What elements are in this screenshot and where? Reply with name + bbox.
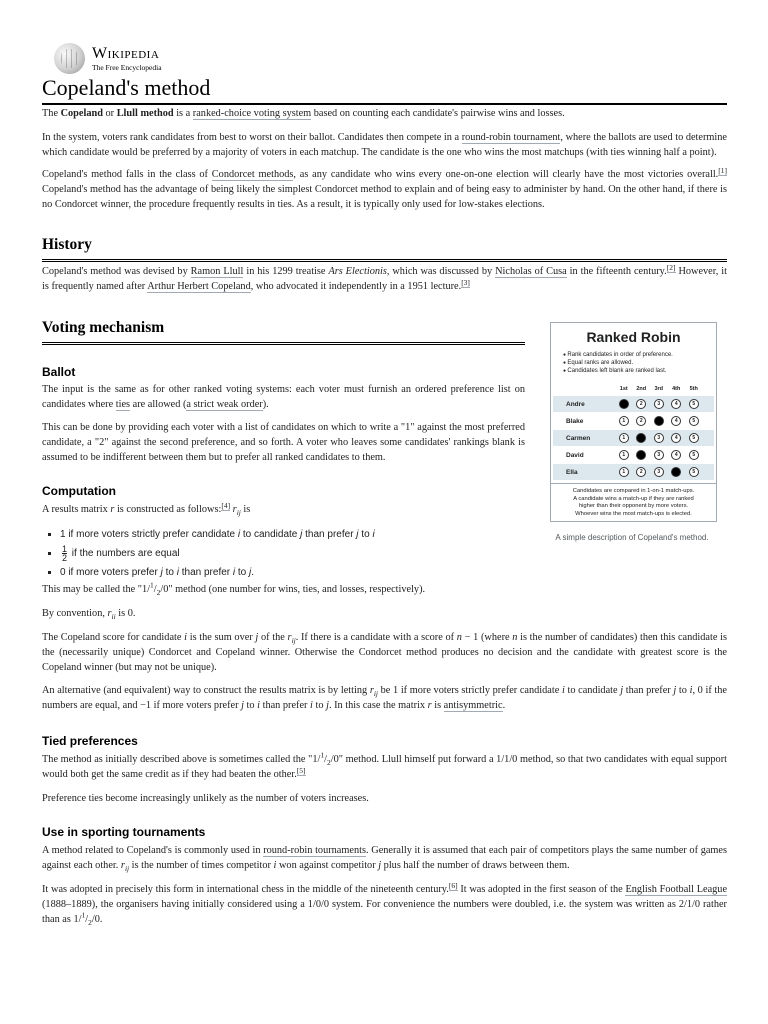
rank-bubble: 2	[636, 399, 646, 409]
rank-bubble: 4	[671, 399, 681, 409]
link-ranked-choice[interactable]: ranked-choice voting system	[192, 108, 312, 119]
reference-1[interactable]: [1]	[718, 165, 728, 175]
column-header: 3rd	[654, 386, 664, 392]
rank-bubble: 4	[671, 450, 681, 460]
rank-bubble: 5	[689, 416, 699, 426]
rank-bubble: 5	[689, 467, 699, 477]
link-ramon-llull[interactable]: Ramon Llull	[190, 266, 244, 277]
rank-bubble: 5	[689, 399, 699, 409]
link-strict-weak-order[interactable]: a strict weak order	[186, 399, 263, 410]
rank-bubble-filled	[636, 433, 646, 443]
rank-bubble: 5	[689, 450, 699, 460]
rank-bubble: 1	[619, 467, 629, 477]
rank-bubble: 3	[654, 399, 664, 409]
rank-bubble: 1	[619, 416, 629, 426]
history-paragraph: Copeland's method was devised by Ramon Llull in his 1299 treatise Ars Electionis, which was discussed by Nicholas of Cusa in the fifteenth century.[2] However, it is frequently named after Arthur Herbert Copeland, who advocated it independently in a 1951 lecture.[3]	[42, 262, 727, 292]
figure-footer-line: Whoever wins the most match-ups is elected.	[575, 510, 692, 517]
link-round-robin[interactable]: round-robin tournament	[461, 132, 561, 143]
ballot-row	[553, 447, 714, 463]
figure-footer-line: Candidates are compared in 1-on-1 match-ups.	[572, 488, 695, 494]
heading-sporting-tournaments: Use in sporting tournaments	[42, 825, 206, 839]
sporting-paragraph-2: It was adopted in precisely this form in international chess in the middle of the nineteenth century.[6] It was adopted in the first season of the English Football League (1888–1889), the organisers having initially considered using a 1/0/0 system. For convenience the numbers were doubled, i.e. the system was written as 2/1/0 rather than as $1/^1/_2/0$.	[42, 880, 728, 928]
reference-3[interactable]: [3]	[461, 277, 470, 287]
tied-paragraph-1: The method as initially described above is sometimes called the "$1/^1/_2/0$" method. Llull himself put forward a 1/1/0 method, so that two candidates with equal support would both get the same credit as if they had beaten the other.[5]	[42, 750, 727, 780]
logo-tagline: The Free Encyclopedia	[92, 63, 162, 72]
logo-wordmark: Wikipedia	[92, 45, 160, 62]
figure-footer	[551, 483, 716, 518]
link-round-robin-tournaments[interactable]: round-robin tournaments	[263, 845, 366, 856]
reference-4[interactable]: [4]	[221, 500, 231, 510]
link-condorcet-methods[interactable]: Condorcet methods	[211, 169, 294, 180]
candidate-name: Blake	[566, 417, 584, 425]
figure-footer-line: A candidate wins a match-up if they are ranked	[573, 495, 694, 502]
ballot-row	[553, 464, 714, 480]
figure-title: Ranked Robin	[586, 329, 681, 345]
rank-bubble-filled	[636, 450, 646, 460]
list-item: ▪ 1 if more voters strictly prefer candidate i to candidate j than prefer j to i	[60, 525, 530, 544]
rank-bubble: 4	[671, 416, 681, 426]
reference-6[interactable]: [6]	[448, 880, 458, 890]
heading-history: History	[42, 235, 727, 262]
rank-bubble: 1	[619, 450, 629, 460]
ranked-robin-figure[interactable]	[550, 322, 717, 522]
column-header: 4th	[672, 386, 681, 392]
figure-column-headers	[615, 386, 703, 392]
fraction-one-half: ▪ $\frac{1}{2}$	[62, 543, 68, 563]
computation-paragraph-4: The Copeland score for candidate i is the sum over j of the $r_{ij}$. If there is a candidate with a score of n − 1 (where n is the number of candidates) then this candidate is the (necessarily unique) Condorcet and Copeland winner. Otherwise the Condorcet method produces no decision and the candidate with greatest score is the Copeland winner (but may not be unique).	[42, 632, 727, 673]
rank-bubble-filled	[619, 399, 629, 409]
wikipedia-globe-icon	[54, 43, 85, 74]
figure-bullets	[563, 351, 673, 375]
column-header: 1st	[619, 386, 628, 392]
figure-footer-line: higher than their opponent by more voters.	[578, 503, 689, 509]
computation-paragraph-3: By convention, $r_{ii}$ is 0.	[42, 608, 136, 622]
heading-voting-mechanism: Voting mechanism	[42, 318, 525, 345]
candidate-name: David	[566, 451, 584, 459]
heading-ballot: Ballot	[42, 365, 76, 379]
link-english-football-league[interactable]: English Football League	[625, 884, 728, 895]
reference-2[interactable]: [2]	[666, 262, 676, 272]
computation-paragraph-1: A results matrix r is constructed as follows:[4] $r_{ij}$ is	[42, 500, 251, 518]
link-arthur-copeland[interactable]: Arthur Herbert Copeland	[147, 281, 251, 292]
figure-ballot-rows	[553, 396, 714, 481]
link-ties[interactable]: ties	[115, 399, 131, 410]
figure-bullet: ● Candidates left blank are ranked last.	[563, 367, 673, 375]
candidate-name: Ella	[566, 468, 578, 476]
reference-5[interactable]: [5]	[296, 765, 306, 775]
column-header: 2nd	[636, 386, 647, 392]
column-header: 5th	[689, 386, 698, 392]
ballot-paragraph-1: The input is the same as for other ranked voting systems: each voter must furnish an ordered preference list on candidates where ties are allowed (a strict weak order).	[42, 384, 525, 410]
rank-bubble: 4	[671, 433, 681, 443]
candidate-name: Carmen	[566, 434, 591, 442]
rank-bubble-filled	[654, 416, 664, 426]
rank-bubble: 3	[654, 450, 664, 460]
list-item: ▪ $\frac{1}{2}$ if the numbers are equal	[60, 544, 530, 563]
link-antisymmetric[interactable]: antisymmetric	[443, 700, 503, 711]
figure-caption: A simple description of Copeland's method.	[555, 533, 709, 542]
computation-paragraph-2: This may be called the "$1/^1/_2/0$" method (one number for wins, ties, and losses, respectively).	[42, 580, 426, 598]
computation-list	[42, 525, 530, 582]
rank-bubble: 2	[636, 416, 646, 426]
rank-bubble: 2	[636, 467, 646, 477]
heading-computation: Computation	[42, 484, 116, 498]
page-title: Copeland's method	[42, 74, 727, 105]
intro-paragraph-2: In the system, voters rank candidates from best to worst on their ballot. Candidates then compete in a round-robin tournament, where the ballots are used to determine which candidate would be preferred by a majority of voters in each matchup. The candidate is the one who wins the most matchups (with ties winning half a point).	[42, 132, 728, 158]
ballot-row	[553, 430, 714, 446]
computation-paragraph-5: An alternative (and equivalent) way to construct the results matrix is by letting $r_{ij}$ be 1 if more voters strictly prefer candidate i to candidate j than prefer j to i, 0 if the numbers are equal, and −1 if more voters prefer j to i than prefer i to j. In this case the matrix r is antisymmetric.	[42, 685, 727, 711]
intro-paragraph-3: Copeland's method falls in the class of Condorcet methods, as any candidate who wins every one-on-one election will clearly have the most victories overall.[1] Copeland's method has the advantage of being likely the simplest Condorcet method to explain and of being easy to administer by hand. On the other hand, if there is no Condorcet winner, the procedure frequently results in ties. As a result, it is typically only used for low-stakes elections.	[42, 165, 728, 210]
figure-bullet: ● Equal ranks are allowed.	[563, 359, 673, 367]
wikipedia-logo[interactable]	[54, 43, 194, 75]
ballot-paragraph-2: This can be done by providing each voter with a list of candidates on which to write a "1" against the most preferred candidate, a "2" against the second preference, and so forth. A voter who leaves some candidates' rankings blank is assumed to be indifferent between them but to prefer all ranked candidates to them.	[42, 422, 525, 463]
ballot-row	[553, 413, 714, 429]
ballot-row	[553, 396, 714, 412]
candidate-name: Andre	[566, 400, 585, 408]
link-nicholas-of-cusa[interactable]: Nicholas of Cusa	[495, 266, 567, 277]
rank-bubble: 1	[619, 433, 629, 443]
intro-paragraph-1: The Copeland or Llull method is a ranked-choice voting system based on counting each candidate's pairwise wins and losses.	[42, 108, 565, 119]
rank-bubble: 3	[654, 433, 664, 443]
figure-bullet: ● Rank candidates in order of preference.	[563, 351, 673, 359]
heading-tied-preferences: Tied preferences	[42, 734, 138, 748]
rank-bubble-filled	[671, 467, 681, 477]
tied-paragraph-2: Preference ties become increasingly unlikely as the number of voters increases.	[42, 793, 369, 804]
list-item: ▪ 0 if more voters prefer j to i than prefer i to j.	[60, 563, 530, 582]
rank-bubble: 5	[689, 433, 699, 443]
sporting-paragraph-1: A method related to Copeland's is commonly used in round-robin tournaments. Generally it is assumed that each pair of competitors plays the same number of games against each other. $r_{ij}$ is the number of times competitor i won against competitor j plus half the number of draws between them.	[42, 845, 727, 874]
rank-bubble: 3	[654, 467, 664, 477]
